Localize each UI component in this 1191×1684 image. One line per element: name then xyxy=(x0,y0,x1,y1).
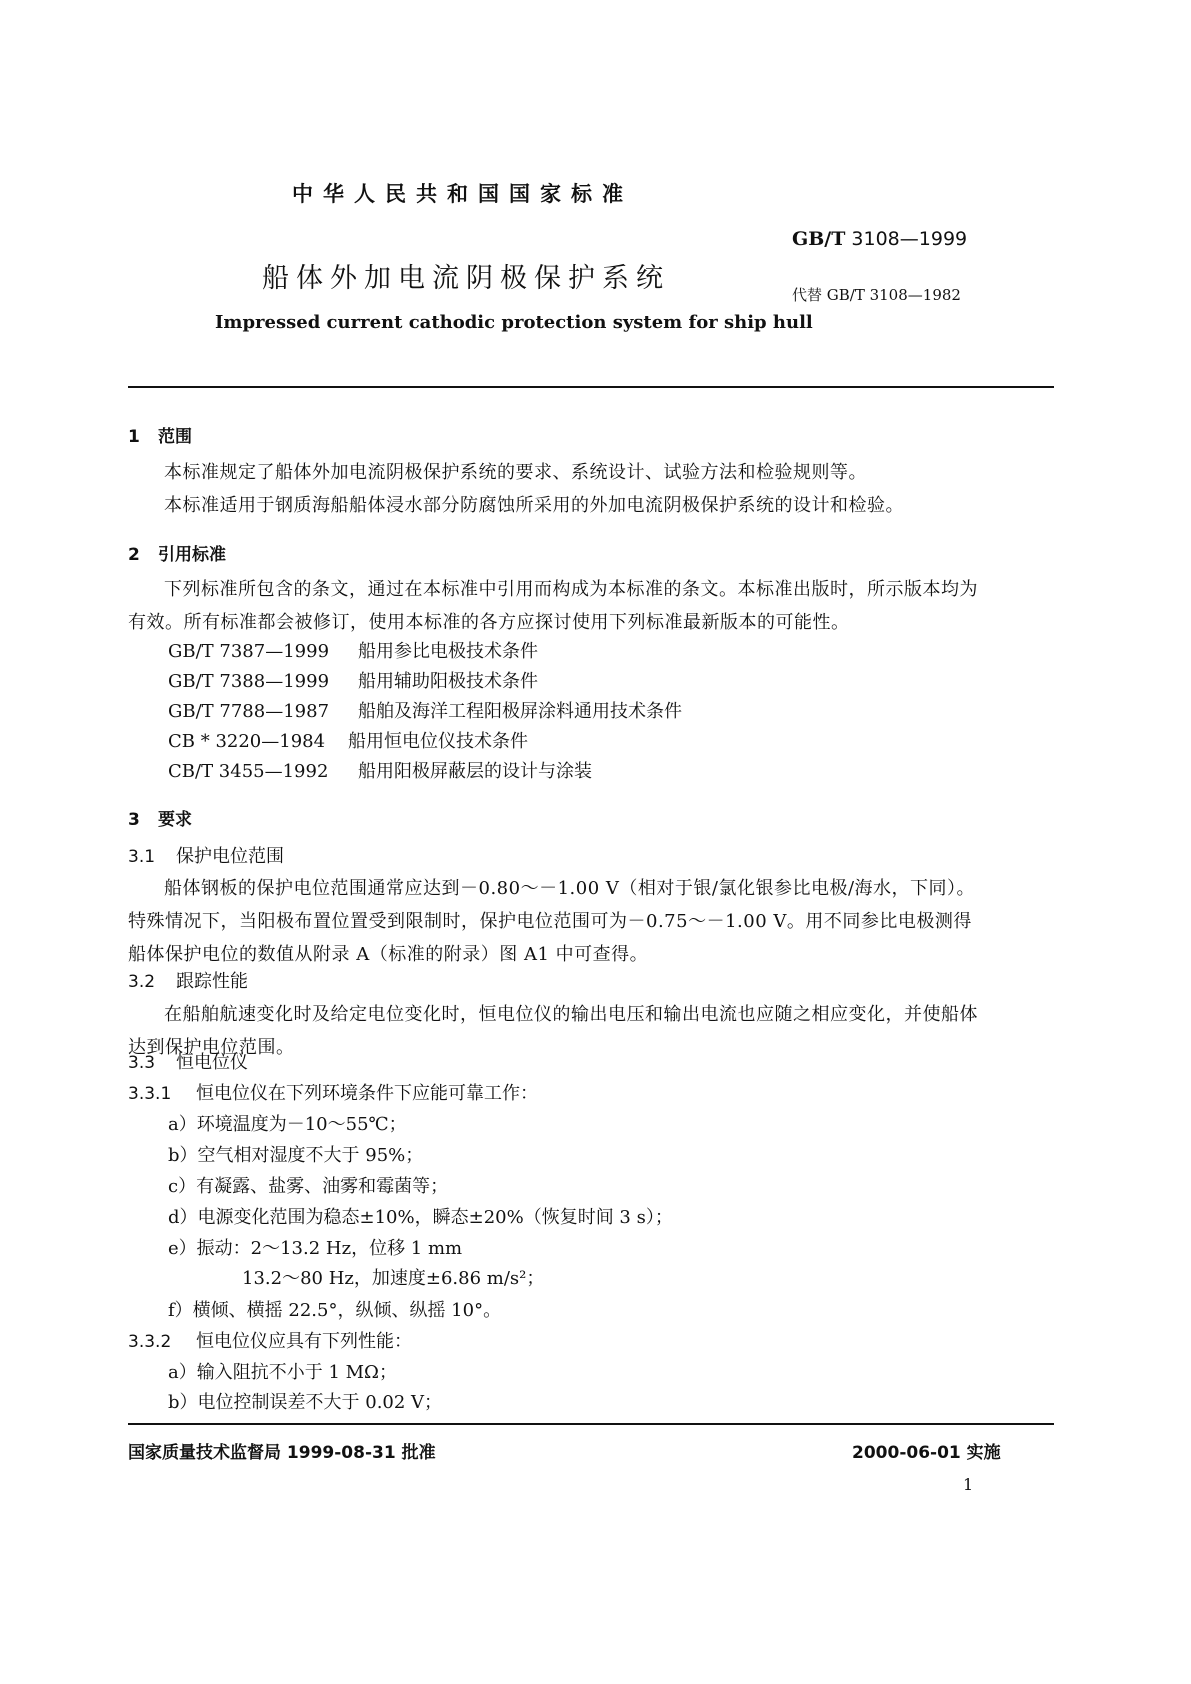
header-rule xyxy=(128,386,1054,388)
list-item: e）振动：2～13.2 Hz，位移 1 mm xyxy=(168,1238,463,1259)
section-3-1-heading: 3.1 保护电位范围 xyxy=(128,846,284,867)
reference-item: CB * 3220—1984 船用恒电位仪技术条件 xyxy=(168,731,528,752)
replaces-note: 代替 GB/T 3108—1982 xyxy=(792,286,961,304)
effective-date: 2000-06-01 实施 xyxy=(852,1443,1001,1463)
section-3-2-heading: 3.2 跟踪性能 xyxy=(128,971,248,992)
section-3-3-2-heading: 3.3.2 恒电位仪应具有下列性能： xyxy=(128,1331,412,1352)
page-number: 1 xyxy=(963,1475,974,1494)
section-3-3-heading: 3.3 恒电位仪 xyxy=(128,1052,248,1073)
list-item: b）空气相对湿度不大于 95%； xyxy=(168,1145,424,1166)
reference-item: GB/T 7387—1999 船用参比电极技术条件 xyxy=(168,641,538,662)
section-2-heading: 2 引用标准 xyxy=(128,545,226,565)
standard-code: GB/T 3108—1999 xyxy=(792,228,968,250)
list-item: b）电位控制误差不大于 0.02 V； xyxy=(168,1392,443,1413)
list-item: a）输入阻抗不小于 1 MΩ； xyxy=(168,1362,397,1383)
reference-item: CB/T 3455—1992 船用阳极屏蔽层的设计与涂装 xyxy=(168,761,592,782)
section-1-para-2: 本标准适用于钢质海船船体浸水部分防腐蚀所采用的外加电流阴极保护系统的设计和检验。 xyxy=(164,495,904,516)
section-1-heading: 1 范围 xyxy=(128,427,192,447)
section-1-para-1: 本标准规定了船体外加电流阴极保护系统的要求、系统设计、试验方法和检验规则等。 xyxy=(164,462,867,483)
list-item: c）有凝露、盐雾、油雾和霉菌等； xyxy=(168,1176,449,1197)
english-title: Impressed current cathodic protection system for ship hull xyxy=(215,312,813,333)
footer-rule xyxy=(128,1423,1054,1425)
list-item: a）环境温度为－10～55℃； xyxy=(168,1114,407,1135)
approval-note: 国家质量技术监督局 1999-08-31 批准 xyxy=(128,1443,436,1463)
section-3-1-para: 船体钢板的保护电位范围通常应达到－0.80～－1.00 V（相对于银/氯化银参比电极/海水，下同）。特殊情况下，当阳极布置位置受到限制时，保护电位范围可为－0.75～－1.00 V。用不同参比电极测得船体保护电位的数值从附录 A（标准的附录）图 A1 中可查得。 xyxy=(128,878,976,965)
document-title: 船体外加电流阴极保护系统 xyxy=(262,263,670,294)
section-3-2-para: 在船舶航速变化时及给定电位变化时，恒电位仪的输出电压和输出电流也应随之相应变化，并使船体达到保护电位范围。 xyxy=(128,1004,978,1058)
list-item: f）横倾、横摇 22.5°，纵倾、纵摇 10°。 xyxy=(168,1300,502,1321)
section-3-heading: 3 要求 xyxy=(128,810,192,830)
section-2-para-1: 下列标准所包含的条文，通过在本标准中引用而构成为本标准的条文。本标准出版时，所示版本均为有效。所有标准都会被修订，使用本标准的各方应探讨使用下列标准最新版本的可能性。 xyxy=(128,579,978,633)
national-standard-heading: 中华人民共和国国家标准 xyxy=(292,182,633,206)
list-item: d）电源变化范围为稳态±10%，瞬态±20%（恢复时间 3 s）； xyxy=(168,1207,673,1228)
reference-item: GB/T 7788—1987 船舶及海洋工程阳极屏涂料通用技术条件 xyxy=(168,701,682,722)
section-3-3-1-heading: 3.3.1 恒电位仪在下列环境条件下应能可靠工作： xyxy=(128,1083,538,1104)
reference-item: GB/T 7388—1999 船用辅助阳极技术条件 xyxy=(168,671,538,692)
list-item-continuation: 13.2～80 Hz，加速度±6.86 m/s²； xyxy=(242,1268,545,1289)
